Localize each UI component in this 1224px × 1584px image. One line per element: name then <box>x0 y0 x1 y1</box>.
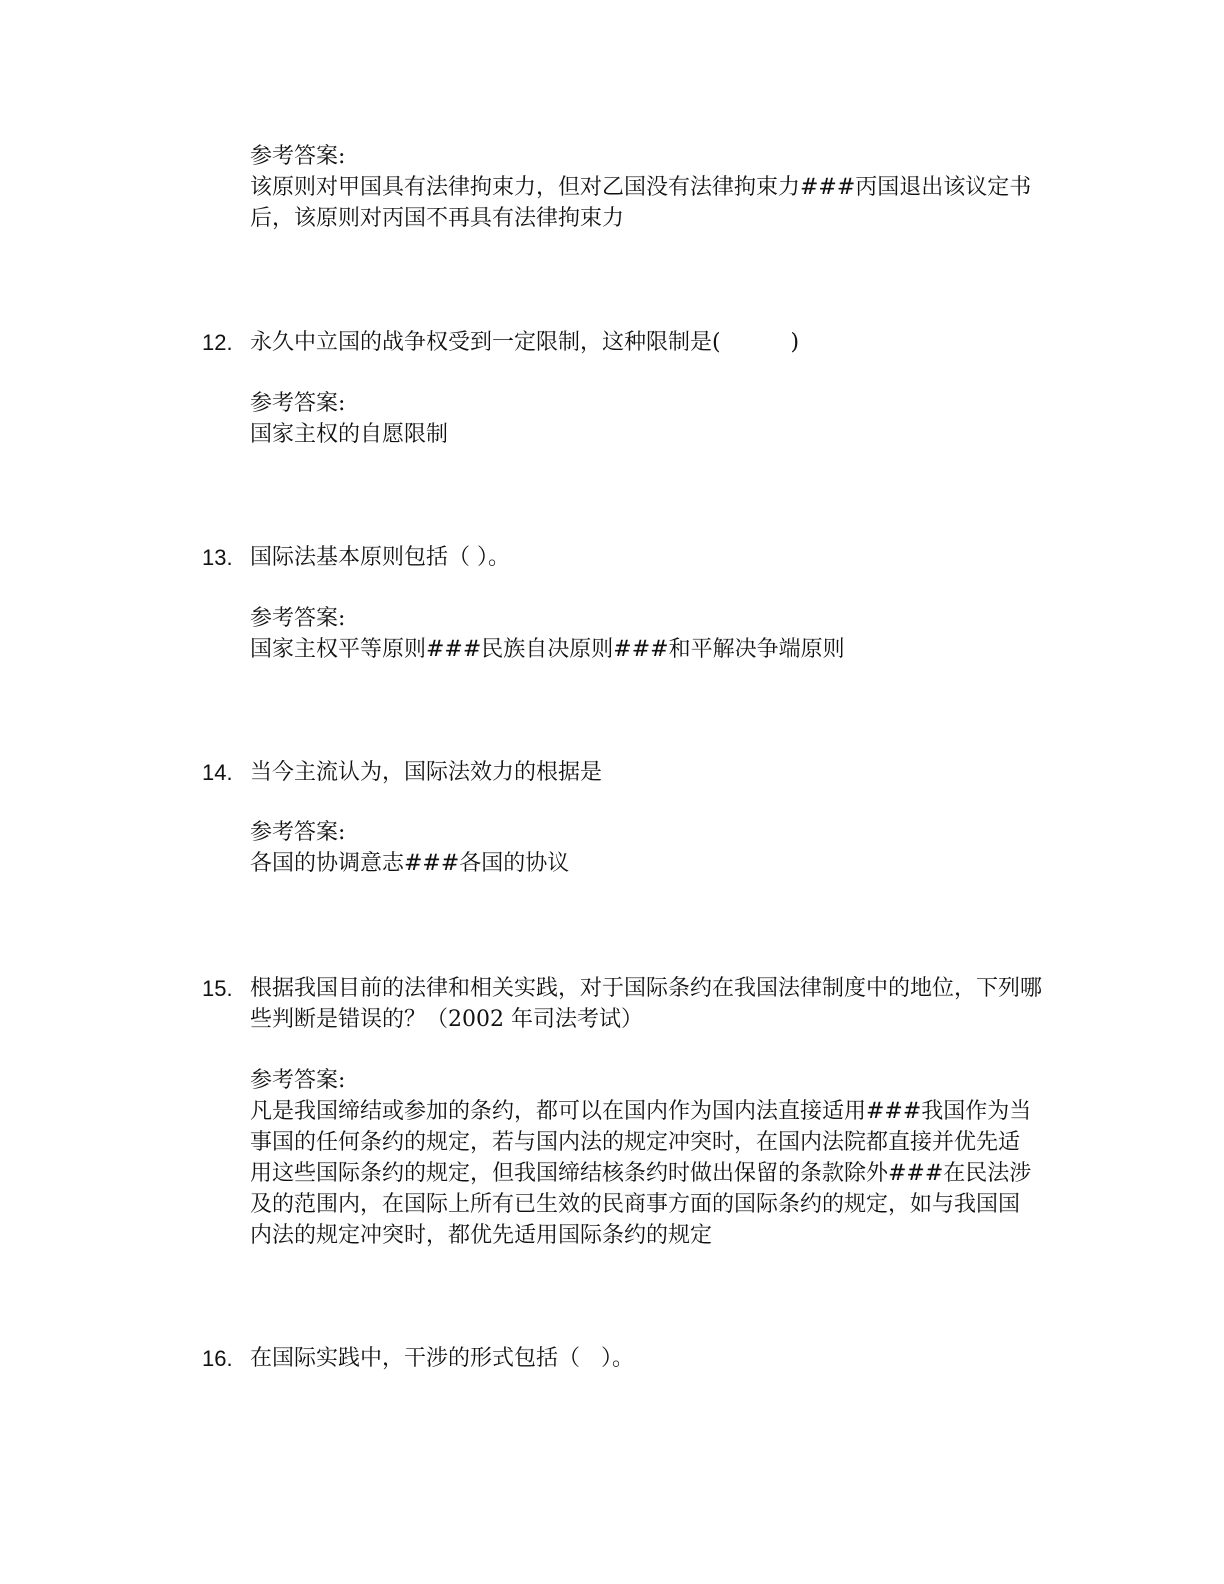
question-15 <box>202 973 1042 1035</box>
answer-label: 参考答案: <box>250 1068 346 1093</box>
answer-label: 参考答案: <box>250 606 346 631</box>
question-number: 12. <box>202 330 233 355</box>
question-14 <box>202 757 1042 788</box>
answer-text: 凡是我国缔结或参加的条约，都可以在国内作为国内法直接适用###我国作为当事国的任何条约的规定，若与国内法的规定冲突时，在国内法院都直接并优先适用这些国际条约的规定，但我国缔结核条约时做出保留的条款除外###在民法涉及的范围内，在国际上所有已生效的民商事方面的国际条约的规定，如与我国国内法的规定冲突时，都优先适用国际条约的规定 <box>250 1099 1032 1248</box>
question-text: 永久中立国的战争权受到一定限制，这种限制是( ) <box>250 330 800 355</box>
question-text: 当今主流认为，国际法效力的根据是 <box>250 760 603 785</box>
answer-text: 国家主权平等原则###民族自决原则###和平解决争端原则 <box>250 637 845 662</box>
question-number: 15. <box>202 976 233 1001</box>
question-16 <box>202 1343 1042 1374</box>
answer-text: 该原则对甲国具有法律拘束力，但对乙国没有法律拘束力###丙国退出该议定书后，该原则对丙国不再具有法律拘束力 <box>250 175 1032 231</box>
question-number: 14. <box>202 760 233 785</box>
answer-label: 参考答案: <box>250 820 346 845</box>
answer-block-12 <box>250 388 1040 450</box>
question-12 <box>202 327 1042 358</box>
answer-label: 参考答案: <box>250 391 346 416</box>
answer-label: 参考答案: <box>250 144 346 169</box>
answer-block-14 <box>250 817 1040 879</box>
answer-text: 国家主权的自愿限制 <box>250 422 449 447</box>
question-text: 在国际实践中，干涉的形式包括（ ）。 <box>250 1346 634 1371</box>
answer-text: 各国的协调意志###各国的协议 <box>250 851 570 876</box>
question-number: 13. <box>202 545 233 570</box>
question-13 <box>202 542 1042 573</box>
question-text: 国际法基本原则包括（ ）。 <box>250 545 510 570</box>
answer-block-13 <box>250 603 1040 665</box>
question-number: 16. <box>202 1346 233 1371</box>
intro-answer-block <box>250 141 1040 234</box>
question-text: 根据我国目前的法律和相关实践，对于国际条约在我国法律制度中的地位，下列哪些判断是错误的？（2002 年司法考试） <box>250 976 1043 1032</box>
answer-block-15 <box>250 1065 1040 1251</box>
